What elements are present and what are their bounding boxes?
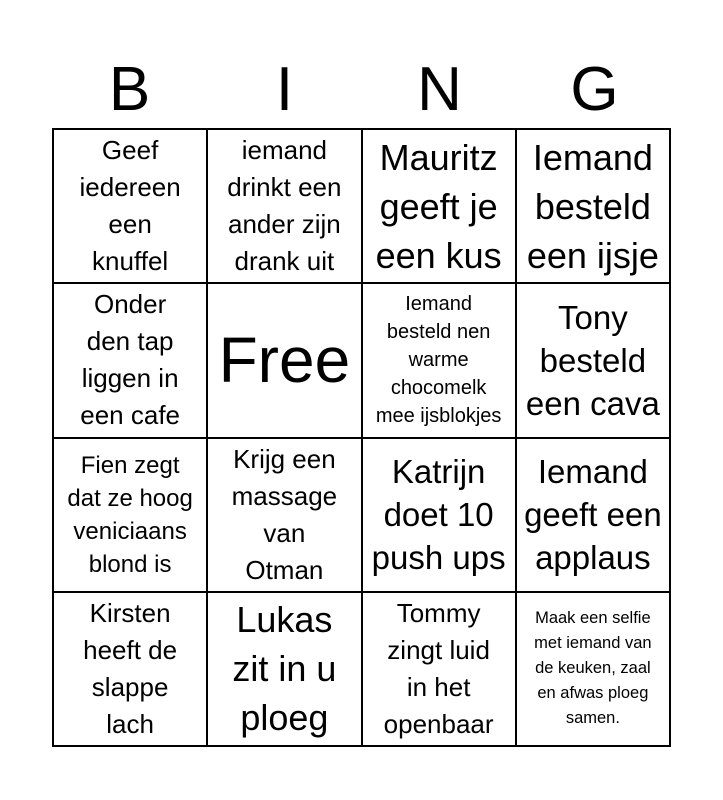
- bingo-cell[interactable]: Lukas zit in u ploeg: [207, 592, 361, 746]
- bingo-cell[interactable]: iemand drinkt een ander zijn drank uit: [207, 129, 361, 283]
- bingo-cell[interactable]: Tommy zingt luid in het openbaar: [362, 592, 516, 746]
- header-letter-g: G: [570, 55, 619, 124]
- bingo-header: [52, 52, 672, 128]
- bingo-cell[interactable]: Geef iedereen een knuffel: [53, 129, 207, 283]
- bingo-cell[interactable]: Fien zegt dat ze hoog veniciaans blond is: [53, 438, 207, 592]
- bingo-cell[interactable]: Maak een selfie met iemand van de keuken, zaal en afwas ploeg samen.: [516, 592, 670, 746]
- free-cell[interactable]: Free: [207, 283, 361, 437]
- header-letter-i: I: [275, 55, 294, 124]
- bingo-grid: [52, 128, 671, 747]
- bingo-cell[interactable]: Tony besteld een cava: [516, 283, 670, 437]
- bingo-cell[interactable]: Katrijn doet 10 push ups: [362, 438, 516, 592]
- bingo-cell[interactable]: Onder den tap liggen in een cafe: [53, 283, 207, 437]
- bingo-cell[interactable]: Iemand besteld nen warme chocomelk mee ijsblokjes: [362, 283, 516, 437]
- header-letter-n: N: [417, 55, 462, 124]
- bingo-cell[interactable]: Mauritz geeft je een kus: [362, 129, 516, 283]
- bingo-cell[interactable]: Iemand geeft een applaus: [516, 438, 670, 592]
- bingo-cell[interactable]: Kirsten heeft de slappe lach: [53, 592, 207, 746]
- bingo-cell[interactable]: Krijg een massage van Otman: [207, 438, 361, 592]
- bingo-cell[interactable]: Iemand besteld een ijsje: [516, 129, 670, 283]
- header-letter-b: B: [108, 55, 151, 124]
